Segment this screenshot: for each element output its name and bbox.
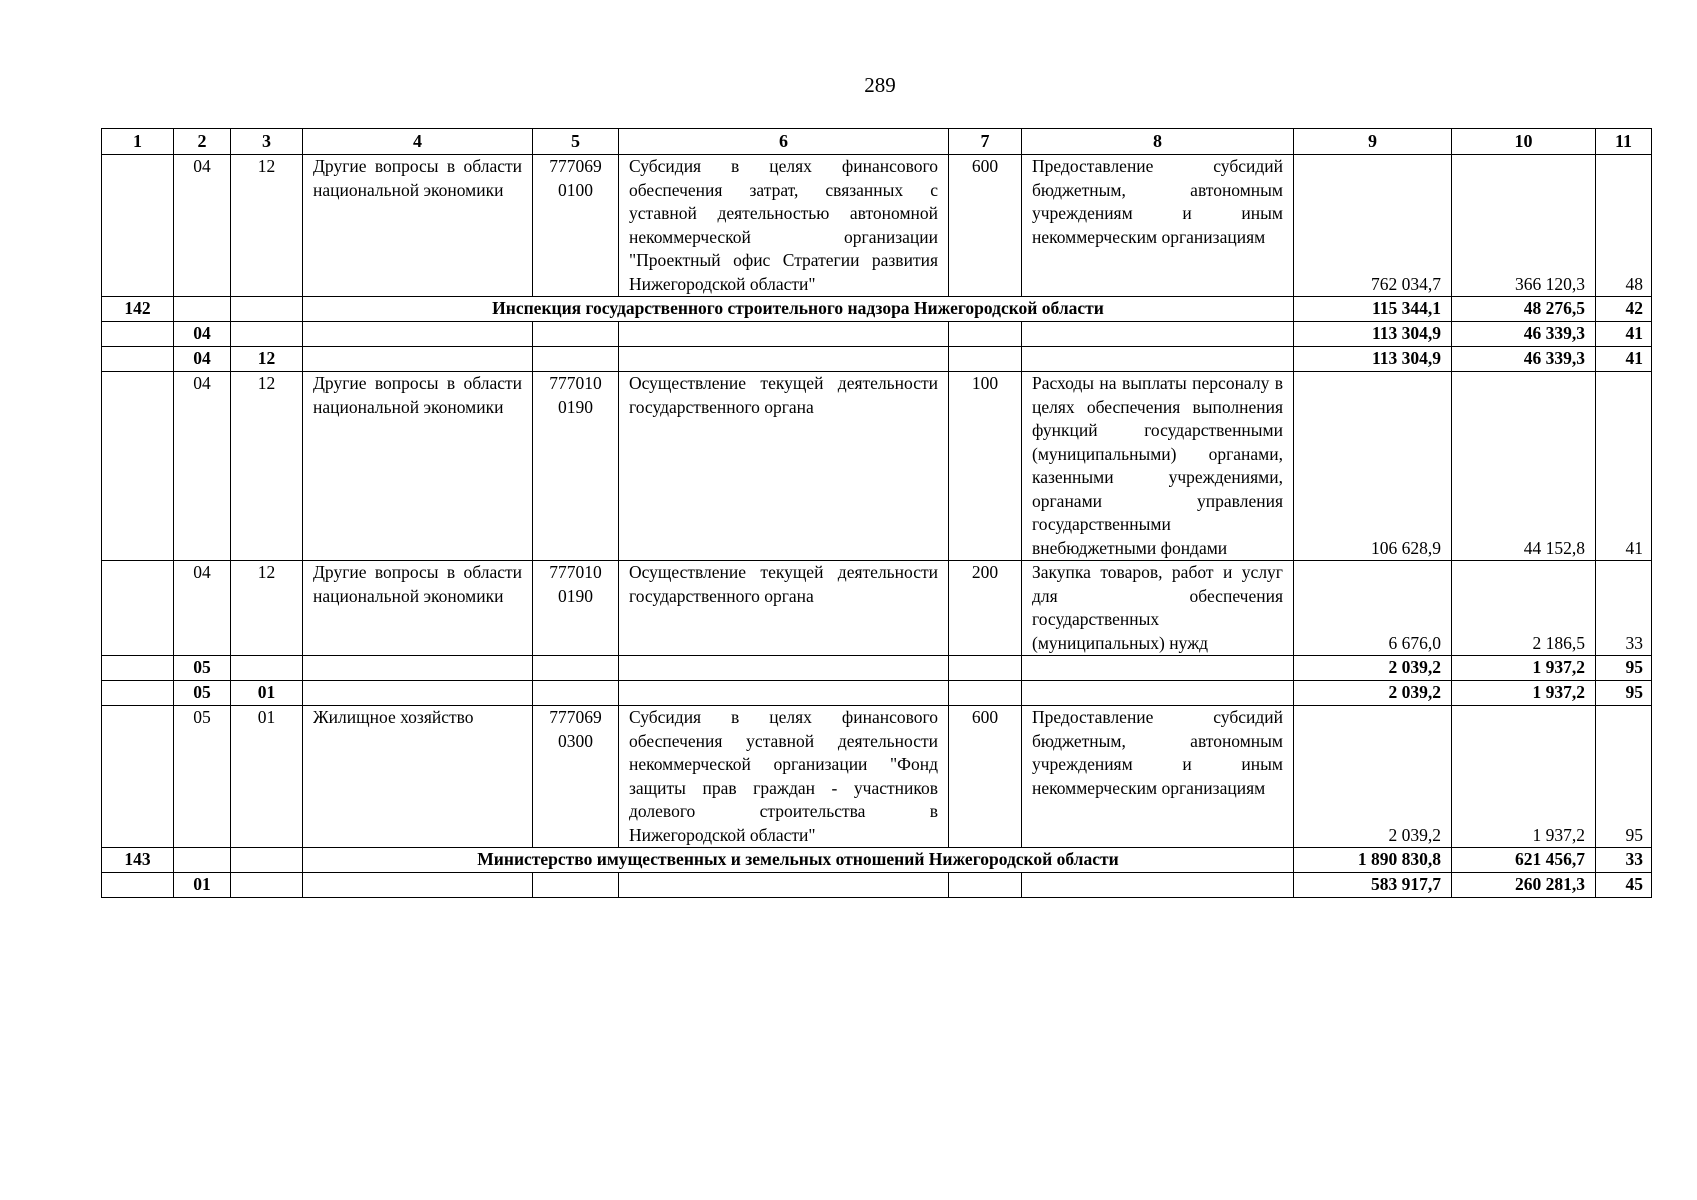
cell-percent: 33: [1596, 561, 1652, 656]
cell-expense-type-name: Расходы на выплаты персоналу в целях обеспечения выполнения функций государственными (муниципальными) органами, казенными учреждениями, органами управления государственными внебюджетными фондами: [1022, 372, 1294, 561]
cell-empty: [949, 681, 1022, 706]
cell-empty: [1022, 681, 1294, 706]
cell-purpose: Субсидия в целях финансового обеспечения уставной деятельности некоммерческой организации "Фонд защиты прав граждан - участников долевого строительства в Нижегородской области": [619, 706, 949, 848]
cell-empty: [533, 873, 619, 898]
cell-empty: [174, 848, 231, 873]
cell-empty: [1022, 656, 1294, 681]
cell-section: 01: [174, 873, 231, 898]
cell-kvsr: [102, 155, 174, 297]
cell-section: 04: [174, 155, 231, 297]
cell-empty: [102, 347, 174, 372]
subtotal-row: [102, 681, 1652, 706]
header-col-1: 1: [102, 129, 174, 155]
cell-plan: 2 039,2: [1294, 656, 1452, 681]
cell-empty: [533, 322, 619, 347]
cell-section: 05: [174, 656, 231, 681]
cell-purpose: Субсидия в целях финансового обеспечения затрат, связанных с уставной деятельностью автономной некоммерческой организации "Проектный офис Стратегии развития Нижегородской области": [619, 155, 949, 297]
cell-percent: 41: [1596, 347, 1652, 372]
cell-empty: [102, 681, 174, 706]
cell-plan: 762 034,7: [1294, 155, 1452, 297]
cell-empty: [102, 656, 174, 681]
cell-empty: [102, 322, 174, 347]
header-col-2: 2: [174, 129, 231, 155]
cell-actual: 2 186,5: [1452, 561, 1596, 656]
cell-empty: [102, 873, 174, 898]
cell-empty: [619, 347, 949, 372]
header-col-11: 11: [1596, 129, 1652, 155]
cell-percent: 48: [1596, 155, 1652, 297]
cell-empty: [533, 681, 619, 706]
section-row: [102, 848, 1652, 873]
cell-empty: [1022, 873, 1294, 898]
table-row: [102, 372, 1652, 561]
header-col-9: 9: [1294, 129, 1452, 155]
cell-actual: 621 456,7: [1452, 848, 1596, 873]
cell-subsection: [231, 873, 303, 898]
cell-kvsr: 142: [102, 297, 174, 322]
cell-subsection-name: Другие вопросы в области национальной экономики: [303, 561, 533, 656]
cell-target-code: 777069 0300: [533, 706, 619, 848]
cell-plan: 113 304,9: [1294, 322, 1452, 347]
cell-empty: [303, 322, 533, 347]
table-row: [102, 706, 1652, 848]
cell-actual: 48 276,5: [1452, 297, 1596, 322]
cell-kvsr: 143: [102, 848, 174, 873]
cell-section: 04: [174, 322, 231, 347]
section-title: Инспекция государственного строительного надзора Нижегородской области: [303, 297, 1294, 322]
cell-empty: [619, 656, 949, 681]
cell-purpose: Осуществление текущей деятельности государственного органа: [619, 372, 949, 561]
cell-actual: 1 937,2: [1452, 681, 1596, 706]
cell-empty: [619, 322, 949, 347]
cell-kvsr: [102, 561, 174, 656]
cell-empty: [303, 873, 533, 898]
cell-expense-type: 100: [949, 372, 1022, 561]
cell-expense-type: 600: [949, 155, 1022, 297]
header-row: [102, 129, 1652, 155]
section-row: [102, 297, 1652, 322]
cell-subsection: 12: [231, 347, 303, 372]
cell-section: 04: [174, 347, 231, 372]
cell-subsection-name: Жилищное хозяйство: [303, 706, 533, 848]
budget-table: [101, 128, 1652, 898]
cell-expense-type-name: Предоставление субсидий бюджетным, автономным учреждениям и иным некоммерческим организациям: [1022, 706, 1294, 848]
cell-empty: [949, 873, 1022, 898]
cell-plan: 113 304,9: [1294, 347, 1452, 372]
cell-empty: [303, 347, 533, 372]
cell-percent: 95: [1596, 681, 1652, 706]
cell-plan: 2 039,2: [1294, 681, 1452, 706]
cell-kvsr: [102, 706, 174, 848]
cell-empty: [231, 848, 303, 873]
section-title: Министерство имущественных и земельных отношений Нижегородской области: [303, 848, 1294, 873]
cell-actual: 1 937,2: [1452, 706, 1596, 848]
cell-plan: 583 917,7: [1294, 873, 1452, 898]
cell-percent: 41: [1596, 322, 1652, 347]
subtotal-row: [102, 656, 1652, 681]
cell-kvsr: [102, 372, 174, 561]
cell-target-code: 777010 0190: [533, 372, 619, 561]
header-col-4: 4: [303, 129, 533, 155]
subtotal-row: [102, 873, 1652, 898]
cell-empty: [949, 347, 1022, 372]
cell-target-code: 777010 0190: [533, 561, 619, 656]
cell-empty: [949, 322, 1022, 347]
cell-percent: 42: [1596, 297, 1652, 322]
cell-actual: 1 937,2: [1452, 656, 1596, 681]
header-col-10: 10: [1452, 129, 1596, 155]
cell-plan: 6 676,0: [1294, 561, 1452, 656]
cell-percent: 33: [1596, 848, 1652, 873]
cell-percent: 95: [1596, 706, 1652, 848]
cell-actual: 260 281,3: [1452, 873, 1596, 898]
subtotal-row: [102, 347, 1652, 372]
cell-expense-type-name: Закупка товаров, работ и услуг для обеспечения государственных (муниципальных) нужд: [1022, 561, 1294, 656]
cell-empty: [231, 297, 303, 322]
cell-plan: 106 628,9: [1294, 372, 1452, 561]
cell-empty: [533, 347, 619, 372]
cell-purpose: Осуществление текущей деятельности государственного органа: [619, 561, 949, 656]
cell-empty: [619, 681, 949, 706]
cell-plan: 115 344,1: [1294, 297, 1452, 322]
cell-subsection: 12: [231, 155, 303, 297]
header-col-5: 5: [533, 129, 619, 155]
cell-section: 04: [174, 561, 231, 656]
table-row: [102, 561, 1652, 656]
cell-section: 05: [174, 681, 231, 706]
cell-subsection-name: Другие вопросы в области национальной экономики: [303, 155, 533, 297]
cell-empty: [174, 297, 231, 322]
cell-empty: [303, 681, 533, 706]
cell-empty: [533, 656, 619, 681]
cell-actual: 46 339,3: [1452, 322, 1596, 347]
cell-section: 04: [174, 372, 231, 561]
cell-plan: 2 039,2: [1294, 706, 1452, 848]
cell-section: 05: [174, 706, 231, 848]
cell-actual: 44 152,8: [1452, 372, 1596, 561]
cell-expense-type-name: Предоставление субсидий бюджетным, автономным учреждениям и иным некоммерческим организациям: [1022, 155, 1294, 297]
header-col-7: 7: [949, 129, 1022, 155]
cell-target-code: 777069 0100: [533, 155, 619, 297]
header-col-8: 8: [1022, 129, 1294, 155]
cell-subsection-name: Другие вопросы в области национальной экономики: [303, 372, 533, 561]
cell-subsection: [231, 656, 303, 681]
table-row: [102, 155, 1652, 297]
cell-expense-type: 600: [949, 706, 1022, 848]
cell-empty: [619, 873, 949, 898]
cell-expense-type: 200: [949, 561, 1022, 656]
cell-empty: [1022, 347, 1294, 372]
cell-percent: 45: [1596, 873, 1652, 898]
cell-subsection: 01: [231, 706, 303, 848]
cell-actual: 46 339,3: [1452, 347, 1596, 372]
cell-subsection: 12: [231, 561, 303, 656]
header-col-6: 6: [619, 129, 949, 155]
cell-subsection: 12: [231, 372, 303, 561]
subtotal-row: [102, 322, 1652, 347]
header-col-3: 3: [231, 129, 303, 155]
cell-percent: 95: [1596, 656, 1652, 681]
cell-subsection: 01: [231, 681, 303, 706]
cell-percent: 41: [1596, 372, 1652, 561]
cell-empty: [949, 656, 1022, 681]
cell-subsection: [231, 322, 303, 347]
cell-plan: 1 890 830,8: [1294, 848, 1452, 873]
page-number: 289: [864, 73, 896, 97]
cell-actual: 366 120,3: [1452, 155, 1596, 297]
cell-empty: [1022, 322, 1294, 347]
cell-empty: [303, 656, 533, 681]
